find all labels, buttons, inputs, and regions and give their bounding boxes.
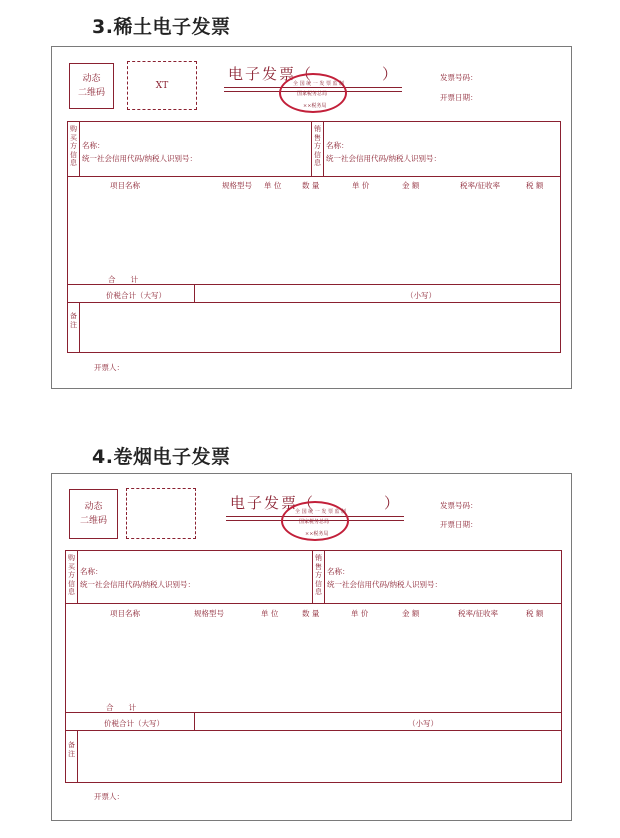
issuer-label: 开票人： [94, 363, 124, 372]
divider [77, 551, 78, 603]
buyer-name-label: 名称： [80, 567, 103, 576]
qr-label-line1: 动态 [84, 502, 103, 512]
qr-code-box [69, 63, 114, 109]
invoice-title-close: ） [384, 494, 400, 512]
total-label: 合 计 [108, 275, 138, 284]
divider [323, 122, 324, 176]
divider [68, 176, 560, 177]
invoice-title: 电子发票（ [228, 65, 314, 83]
seller-id-label: 统一社会信用代码/纳税人识别号： [327, 580, 443, 589]
col-header: 数 量 [302, 609, 320, 618]
dashed-mark-box [126, 488, 196, 539]
seal-top-text: 全 国 统 一 发 票 监 制 [295, 509, 347, 515]
seal-bottom-text: ××税务局 [305, 531, 329, 537]
seller-id-label: 统一社会信用代码/纳税人识别号： [326, 154, 442, 163]
buyer-id-label: 统一社会信用代码/纳税人识别号： [80, 580, 196, 589]
buyer-vertical-label: 购买方信息 [70, 125, 77, 167]
col-header: 单 位 [264, 181, 282, 190]
col-header: 单 价 [351, 609, 369, 618]
invoice-number-label: 发票号码： [440, 501, 478, 510]
invoice-title-close: ） [382, 65, 398, 83]
amount-words-label: 价税合计（大写） [104, 719, 164, 728]
col-header: 规格型号 [222, 181, 252, 190]
divider [311, 122, 312, 176]
col-header: 单 价 [352, 181, 370, 190]
buyer-name-label: 名称： [82, 141, 105, 150]
divider [66, 603, 561, 604]
invoice-number-label: 发票号码： [440, 73, 478, 82]
col-header: 金 额 [402, 181, 420, 190]
official-seal [281, 501, 349, 541]
amount-words-label: 价税合计（大写） [106, 291, 166, 300]
col-header: 规格型号 [194, 609, 224, 618]
divider [66, 712, 561, 713]
divider [194, 712, 195, 730]
total-label: 合 计 [106, 703, 136, 712]
divider [312, 551, 313, 603]
divider [194, 284, 195, 302]
qr-label-line1: 动态 [82, 74, 101, 84]
seller-name-label: 名称： [326, 141, 349, 150]
divider [79, 122, 80, 176]
col-header: 税 额 [526, 181, 544, 190]
invoice-grid [65, 550, 562, 783]
invoice-form [51, 473, 572, 821]
invoice-title: 电子发票（ [230, 494, 316, 512]
col-header: 税率/征收率 [460, 181, 501, 190]
col-header: 单 位 [261, 609, 279, 618]
seal-mid-text: 国家税务总局 [299, 519, 330, 525]
official-seal [279, 73, 347, 113]
section-title: 3.稀土电子发票 [92, 16, 231, 38]
seller-name-label: 名称： [327, 567, 350, 576]
amount-figures-label: （小写） [408, 719, 438, 728]
seller-vertical-label: 销售方信息 [315, 554, 322, 596]
dashed-mark-box [127, 61, 197, 110]
remarks-vertical-label: 备注 [68, 741, 75, 758]
divider [324, 551, 325, 603]
col-header: 项目名称 [110, 609, 140, 618]
divider [68, 284, 560, 285]
invoice-grid [67, 121, 561, 353]
col-header: 税率/征收率 [458, 609, 499, 618]
qr-code-box [69, 489, 118, 539]
seal-bottom-text: ××税务局 [303, 103, 327, 109]
dashed-mark-text: XT [155, 80, 169, 91]
amount-figures-label: （小写） [406, 291, 436, 300]
col-header: 项目名称 [110, 181, 140, 190]
divider [68, 302, 560, 303]
seal-top-text: 全 国 统 一 发 票 监 制 [293, 81, 345, 87]
invoice-date-label: 开票日期： [440, 93, 478, 102]
remarks-vertical-label: 备注 [70, 312, 77, 329]
invoice-form [51, 46, 572, 389]
issuer-label: 开票人： [94, 792, 124, 801]
section-title: 4.卷烟电子发票 [92, 446, 231, 468]
qr-label-line2: 二维码 [77, 88, 105, 98]
seller-vertical-label: 销售方信息 [314, 125, 321, 167]
buyer-vertical-label: 购买方信息 [68, 554, 75, 596]
invoice-date-label: 开票日期： [440, 520, 478, 529]
divider [77, 730, 78, 782]
divider [79, 302, 80, 352]
col-header: 数 量 [302, 181, 320, 190]
divider [66, 730, 561, 731]
qr-label-line2: 二维码 [79, 516, 107, 526]
col-header: 金 额 [402, 609, 420, 618]
seal-mid-text: 国家税务总局 [297, 91, 328, 97]
col-header: 税 额 [526, 609, 544, 618]
buyer-id-label: 统一社会信用代码/纳税人识别号： [82, 154, 198, 163]
